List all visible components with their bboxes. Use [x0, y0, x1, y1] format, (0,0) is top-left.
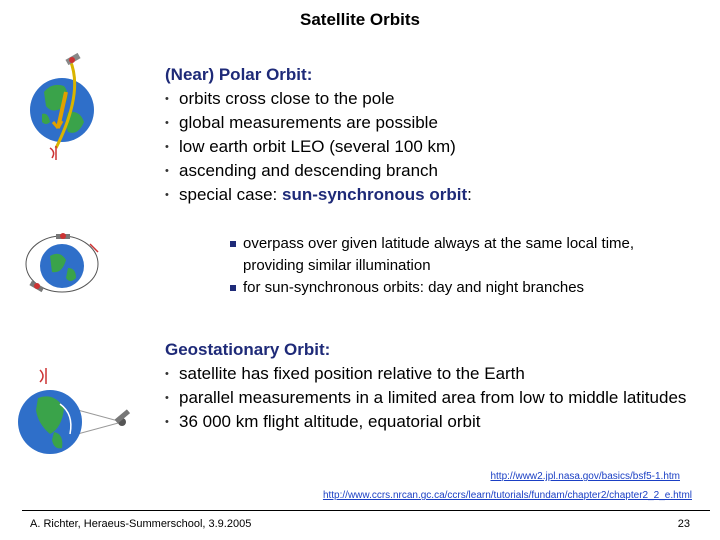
polar-bullet: • global measurements are possible [165, 111, 472, 135]
footer-author: A. Richter, Heraeus-Summerschool, 3.9.2005 [30, 518, 252, 530]
sun-synchronous-figure [16, 222, 106, 312]
polar-orbit-bullets [165, 87, 472, 207]
polar-orbit-figure [22, 52, 102, 162]
polar-orbit-section [165, 63, 472, 207]
sub-bullet: for sun-synchronous orbits: day and night branches [225, 277, 665, 299]
footer-divider [22, 510, 710, 511]
polar-orbit-heading: (Near) Polar Orbit: [165, 65, 313, 84]
sun-synchronous-bullets [225, 233, 665, 299]
geostationary-bullets [165, 362, 705, 434]
page-number: 23 [677, 518, 690, 530]
sun-synchronous-details [225, 233, 665, 299]
geo-bullet: • satellite has fixed position relative to the Earth [165, 362, 705, 386]
polar-bullet: • ascending and descending branch [165, 159, 472, 183]
special-case-highlight: sun-synchronous orbit [282, 185, 468, 204]
slide-title: Satellite Orbits [300, 10, 420, 29]
reference-link-jpl[interactable]: http://www2.jpl.nasa.gov/basics/bsf5-1.htm [490, 471, 680, 482]
special-case-prefix: special case: [179, 185, 282, 204]
polar-bullet-special-case [165, 183, 472, 207]
sub-bullet: overpass over given latitude always at the same local time, providing similar illumination [225, 233, 665, 277]
geo-bullet: • parallel measurements in a limited area from low to middle latitudes [165, 386, 705, 410]
geo-bullet: • 36 000 km flight altitude, equatorial orbit [165, 410, 705, 434]
special-case-suffix: : [467, 185, 472, 204]
geostationary-figure [10, 362, 140, 472]
polar-bullet: • low earth orbit LEO (several 100 km) [165, 135, 472, 159]
reference-link-ccrs[interactable]: http://www.ccrs.nrcan.gc.ca/ccrs/learn/tutorials/fundam/chapter2/chapter2_2_e.html [322, 490, 692, 501]
geostationary-section [165, 338, 705, 434]
geostationary-heading: Geostationary Orbit: [165, 340, 331, 359]
polar-bullet: • orbits cross close to the pole [165, 87, 472, 111]
